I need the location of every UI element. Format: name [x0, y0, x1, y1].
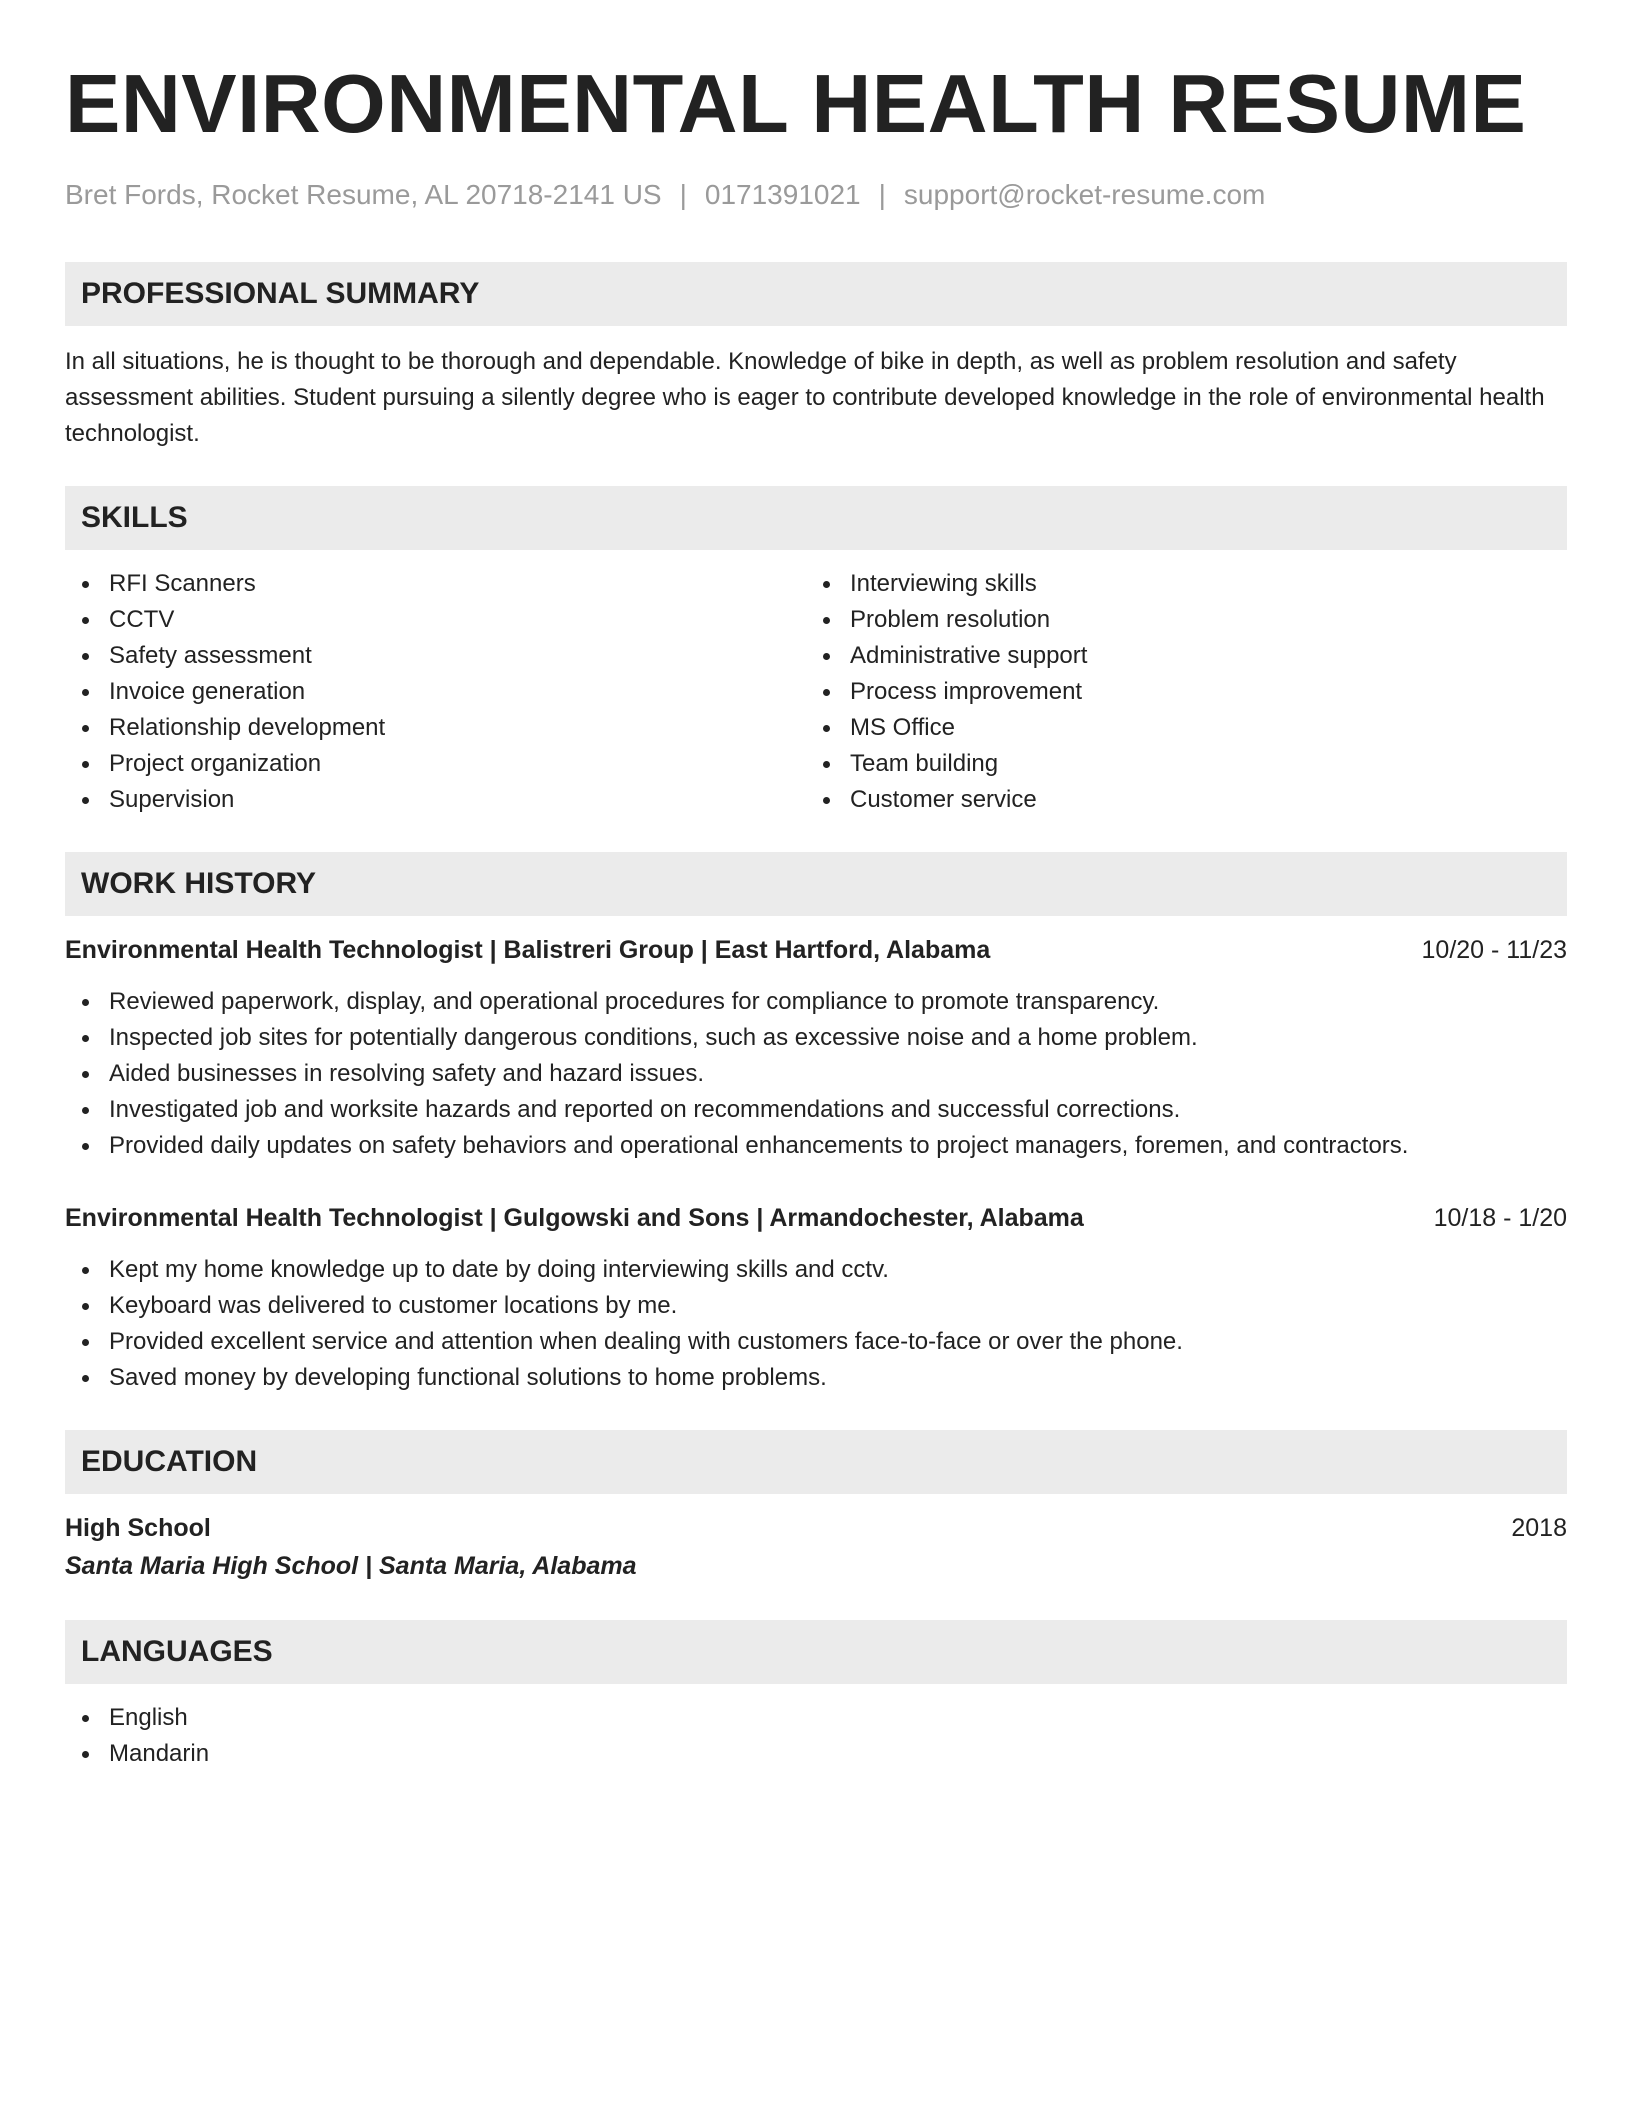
skill-item: Team building [806, 746, 1547, 782]
job-title: Environmental Health Technologist | Balistreri Group | East Hartford, Alabama [65, 936, 991, 964]
skill-item: Supervision [65, 782, 806, 818]
skills-column-right [806, 566, 1547, 818]
skill-item: Customer service [806, 782, 1547, 818]
education-degree: High School [65, 1514, 211, 1542]
job-bullet: Kept my home knowledge up to date by doing interviewing skills and cctv. [65, 1252, 1567, 1288]
education-header [65, 1510, 1567, 1546]
education-year: 2018 [1511, 1514, 1567, 1542]
skill-item: Process improvement [806, 674, 1547, 710]
skill-item: MS Office [806, 710, 1547, 746]
contact-separator: | [679, 179, 687, 210]
section-heading-skills: SKILLS [65, 486, 1567, 550]
job-dates: 10/20 - 11/23 [1421, 936, 1567, 964]
section-heading-summary: PROFESSIONAL SUMMARY [65, 262, 1567, 326]
job-bullet: Saved money by developing functional solutions to home problems. [65, 1360, 1567, 1396]
job-entry [65, 932, 1567, 1164]
summary-text: In all situations, he is thought to be thorough and dependable. Knowledge of bike in depth, as well as problem resolution and safety assessment abilities. Student pursuing a silently degree who is eager to contribute developed knowledge in the role of environmental health technologist. [65, 348, 1545, 447]
education-entry [65, 1510, 1567, 1586]
job-dates: 10/18 - 1/20 [1433, 1204, 1567, 1232]
job-bullet: Investigated job and worksite hazards and reported on recommendations and successful corrections. [65, 1092, 1567, 1128]
section-heading-work: WORK HISTORY [65, 852, 1567, 916]
skill-item: RFI Scanners [65, 566, 806, 602]
skill-item: Administrative support [806, 638, 1547, 674]
job-bullets [65, 984, 1567, 1164]
job-header [65, 1200, 1567, 1236]
job-entry [65, 1200, 1567, 1396]
section-heading-languages: LANGUAGES [65, 1620, 1567, 1684]
contact-phone: 0171391021 [704, 179, 861, 210]
skill-item: CCTV [65, 602, 806, 638]
job-bullet: Provided excellent service and attention when dealing with customers face-to-face or over the phone. [65, 1324, 1567, 1360]
resume-title: ENVIRONMENTAL HEALTH RESUME [65, 57, 1527, 150]
section-heading-education: EDUCATION [65, 1430, 1567, 1494]
education-school: Santa Maria High School | Santa Maria, Alabama [65, 1552, 637, 1580]
contact-email: support@rocket-resume.com [903, 179, 1266, 210]
skill-item: Problem resolution [806, 602, 1547, 638]
job-title: Environmental Health Technologist | Gulgowski and Sons | Armandochester, Alabama [65, 1204, 1084, 1232]
job-bullet: Keyboard was delivered to customer locations by me. [65, 1288, 1567, 1324]
job-bullet: Provided daily updates on safety behaviors and operational enhancements to project managers, foremen, and contractors. [65, 1128, 1567, 1164]
job-header [65, 932, 1567, 968]
language-item: Mandarin [65, 1736, 1567, 1772]
language-item: English [65, 1700, 1567, 1736]
job-bullet: Inspected job sites for potentially dangerous conditions, such as excessive noise and a home problem. [65, 1020, 1567, 1056]
skill-item: Invoice generation [65, 674, 806, 710]
contact-line [65, 178, 1567, 212]
job-bullets [65, 1252, 1567, 1396]
skills-column-left [65, 566, 806, 818]
job-bullet: Aided businesses in resolving safety and hazard issues. [65, 1056, 1567, 1092]
contact-address: Bret Fords, Rocket Resume, AL 20718-2141 US [65, 179, 662, 210]
skill-item: Project organization [65, 746, 806, 782]
skill-item: Relationship development [65, 710, 806, 746]
job-bullet: Reviewed paperwork, display, and operational procedures for compliance to promote transparency. [65, 984, 1567, 1020]
contact-separator: | [878, 179, 886, 210]
languages-list [65, 1700, 1567, 1772]
skills-list [65, 566, 1567, 818]
skill-item: Safety assessment [65, 638, 806, 674]
skill-item: Interviewing skills [806, 566, 1547, 602]
